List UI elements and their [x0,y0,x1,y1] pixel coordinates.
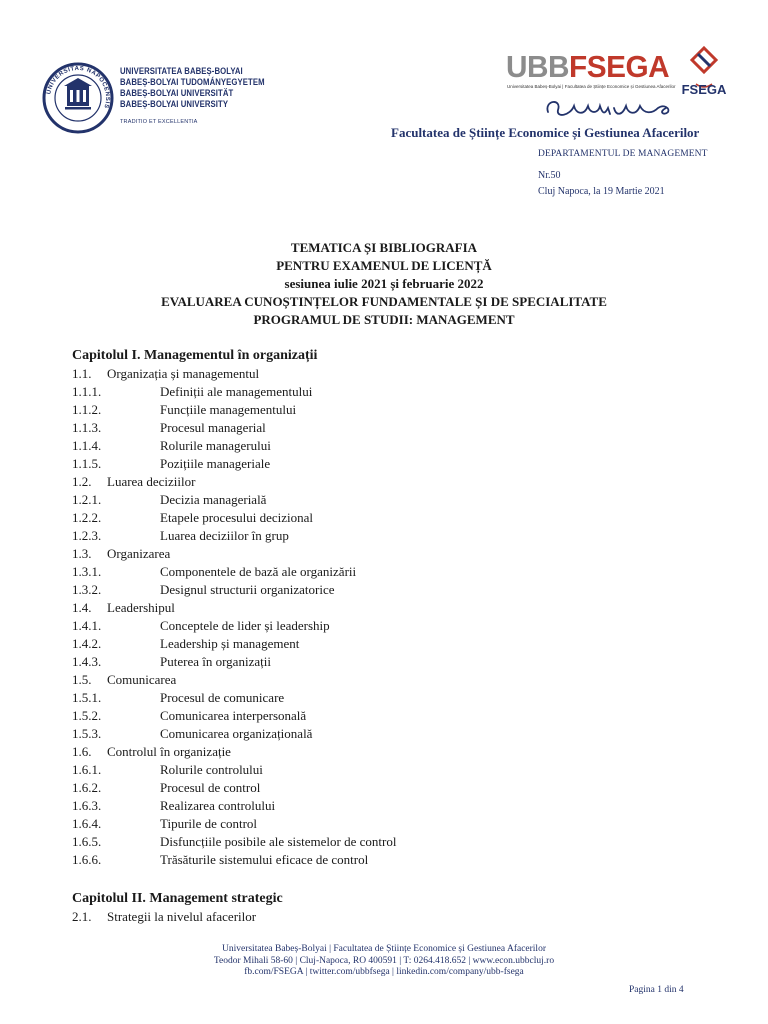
subsection-item [72,797,712,815]
item-number: 1.6.5. [72,834,102,849]
document-title [0,239,768,329]
item-title: Organizarea [107,546,171,561]
item-title: Strategii la nivelul afacerilor [107,909,257,924]
item-number: 1.4.1. [72,618,102,633]
item-title: Pozițiile manageriale [160,456,271,471]
item-title: Funcțiile managementului [160,402,297,417]
item-number: 1.6.6. [72,852,102,867]
item-title: Tipurile de control [160,816,258,831]
subsection-item [72,689,712,707]
item-number: 1.4.3. [72,654,102,669]
item-number: 1.6. [72,744,92,759]
university-name-block [120,66,265,110]
subsection-item [72,761,712,779]
item-title: Leadership și management [160,636,300,651]
item-title: Comunicarea [107,672,177,687]
subsection-item [72,455,712,473]
subsection-item [72,707,712,725]
title-line: sesiunea iulie 2021 și februarie 2022 [284,276,484,291]
department-name: DEPARTAMENTUL DE MANAGEMENT [538,149,708,159]
item-title: Componentele de bază ale organizării [160,564,357,579]
item-number: 1.1.2. [72,402,102,417]
university-name-ro: UNIVERSITATEA BABEȘ-BOLYAI [120,66,243,76]
chapter-heading: Capitolul II. Management strategic [72,891,283,906]
university-name-hu: BABEȘ-BOLYAI TUDOMÁNYEGYETEM [120,77,265,87]
item-title: Procesul de control [160,780,261,795]
item-number: 1.4.2. [72,636,102,651]
item-title: Comunicarea organizațională [160,726,313,741]
ubb-seal-logo [42,62,114,134]
section-item [72,365,712,383]
item-number: 1.5.3. [72,726,102,741]
item-title: Luarea deciziilor în grup [160,528,289,543]
item-number: 1.3.1. [72,564,102,579]
section-item [72,671,712,689]
item-title: Controlul în organizație [107,744,231,759]
item-number: 1.1.5. [72,456,102,471]
fsega-wordmark-fsega: FSEGA [569,49,670,84]
fsega-badge-label: FSEGA [681,82,727,97]
item-number: 1.2.1. [72,492,102,507]
item-number: 1.5.1. [72,690,102,705]
item-number: 1.3. [72,546,92,561]
item-title: Designul structurii organizatorice [160,582,335,597]
item-number: 1.4. [72,600,92,615]
item-number: 1.1.4. [72,438,102,453]
section-item [72,473,712,491]
item-number: 1.1.1. [72,384,102,399]
item-title: Puterea în organizații [160,654,271,669]
syllabus-outline [72,346,712,926]
title-line: PROGRAMUL DE STUDII: MANAGEMENT [253,312,515,327]
item-number: 2.1. [72,909,92,924]
ubb-seal-text: UNIVERSITAS NAPOCENSIS [46,65,111,110]
subsection-item [72,509,712,527]
item-title: Comunicarea interpersonală [160,708,307,723]
item-number: 1.6.3. [72,798,102,813]
university-name-en: BABEȘ-BOLYAI UNIVERSITY [120,99,229,109]
chapter-heading: Capitolul I. Managementul în organizații [72,348,318,363]
item-title: Decizia managerială [160,492,267,507]
item-number: 1.1.3. [72,420,102,435]
university-name-de: BABEȘ-BOLYAI UNIVERSITÄT [120,88,234,98]
footer-social-line: fb.com/FSEGA | twitter.com/ubbfsega | linkedin.com/company/ubb-fsega [244,967,524,977]
subsection-item [72,635,712,653]
item-number: 1.2.2. [72,510,102,525]
item-title: Realizarea controlului [160,798,276,813]
section-item [72,545,712,563]
dean-signature [540,94,700,122]
university-motto: TRADITIO ET EXCELLENTIA [120,119,198,125]
footer-address-line: Universitatea Babeș-Bolyai | Facultatea de Științe Economice și Gestiunea Afacerilor [221,944,546,954]
subsection-item [72,437,712,455]
item-number: 1.6.4. [72,816,102,831]
item-title: Rolurile managerului [160,438,271,453]
chapter-spacer [72,869,712,889]
item-number: 1.3.2. [72,582,102,597]
title-line: PENTRU EXAMENUL DE LICENȚĂ [276,258,492,273]
subsection-item [72,779,712,797]
section-item [72,908,712,926]
item-title: Etapele procesului decizional [160,510,314,525]
subsection-item [72,617,712,635]
item-title: Rolurile controlului [160,762,263,777]
subsection-item [72,815,712,833]
item-title: Organizația și managementul [107,366,260,381]
item-title: Conceptele de lider și leadership [160,618,330,633]
item-number: 1.5. [72,672,92,687]
item-title: Luarea deciziilor [107,474,196,489]
title-line: EVALUAREA CUNOȘTINȚELOR FUNDAMENTALE ȘI DE SPECIALITATE [161,294,607,309]
footer-contact-line: Teodor Mihali 58-60 | Cluj-Napoca, RO 400591 | T: 0264.418.652 | www.econ.ubbcluj.ro [213,955,555,966]
item-title: Trăsăturile sistemului eficace de control [160,852,369,867]
subsection-item [72,383,712,401]
item-title: Leadershipul [107,600,175,615]
subsection-item [72,833,712,851]
fsega-wordmark-ubb: UBB [506,49,570,84]
subsection-item [72,851,712,869]
document-date: Cluj Napoca, la 19 Martie 2021 [538,186,665,197]
title-line: TEMATICA ȘI BIBLIOGRAFIA [290,240,478,255]
item-number: 1.1. [72,366,92,381]
page-footer [0,944,768,979]
item-number: 1.6.2. [72,780,102,795]
item-number: 1.6.1. [72,762,102,777]
item-title: Disfuncțiile posibile ale sistemelor de control [160,834,397,849]
subsection-item [72,653,712,671]
section-item [72,599,712,617]
faculty-name: Facultatea de Științe Economice și Gestiunea Afacerilor [391,125,700,140]
fsega-wordmark [506,51,669,83]
subsection-item [72,419,712,437]
subsection-item [72,581,712,599]
page-number: Pagina 1 din 4 [629,985,684,995]
item-number: 1.5.2. [72,708,102,723]
fsega-tagline: Universitatea Babeș-Bolyai | Facultatea de Științe Economice și Gestiunea Afacerilor [507,84,676,89]
item-number: 1.2.3. [72,528,102,543]
item-title: Definiții ale managementului [160,384,313,399]
item-title: Procesul de comunicare [160,690,285,705]
subsection-item [72,725,712,743]
item-number: 1.2. [72,474,92,489]
subsection-item [72,527,712,545]
subsection-item [72,401,712,419]
subsection-item [72,491,712,509]
subsection-item [72,563,712,581]
section-item [72,743,712,761]
document-number: Nr.50 [538,170,561,181]
item-title: Procesul managerial [160,420,266,435]
